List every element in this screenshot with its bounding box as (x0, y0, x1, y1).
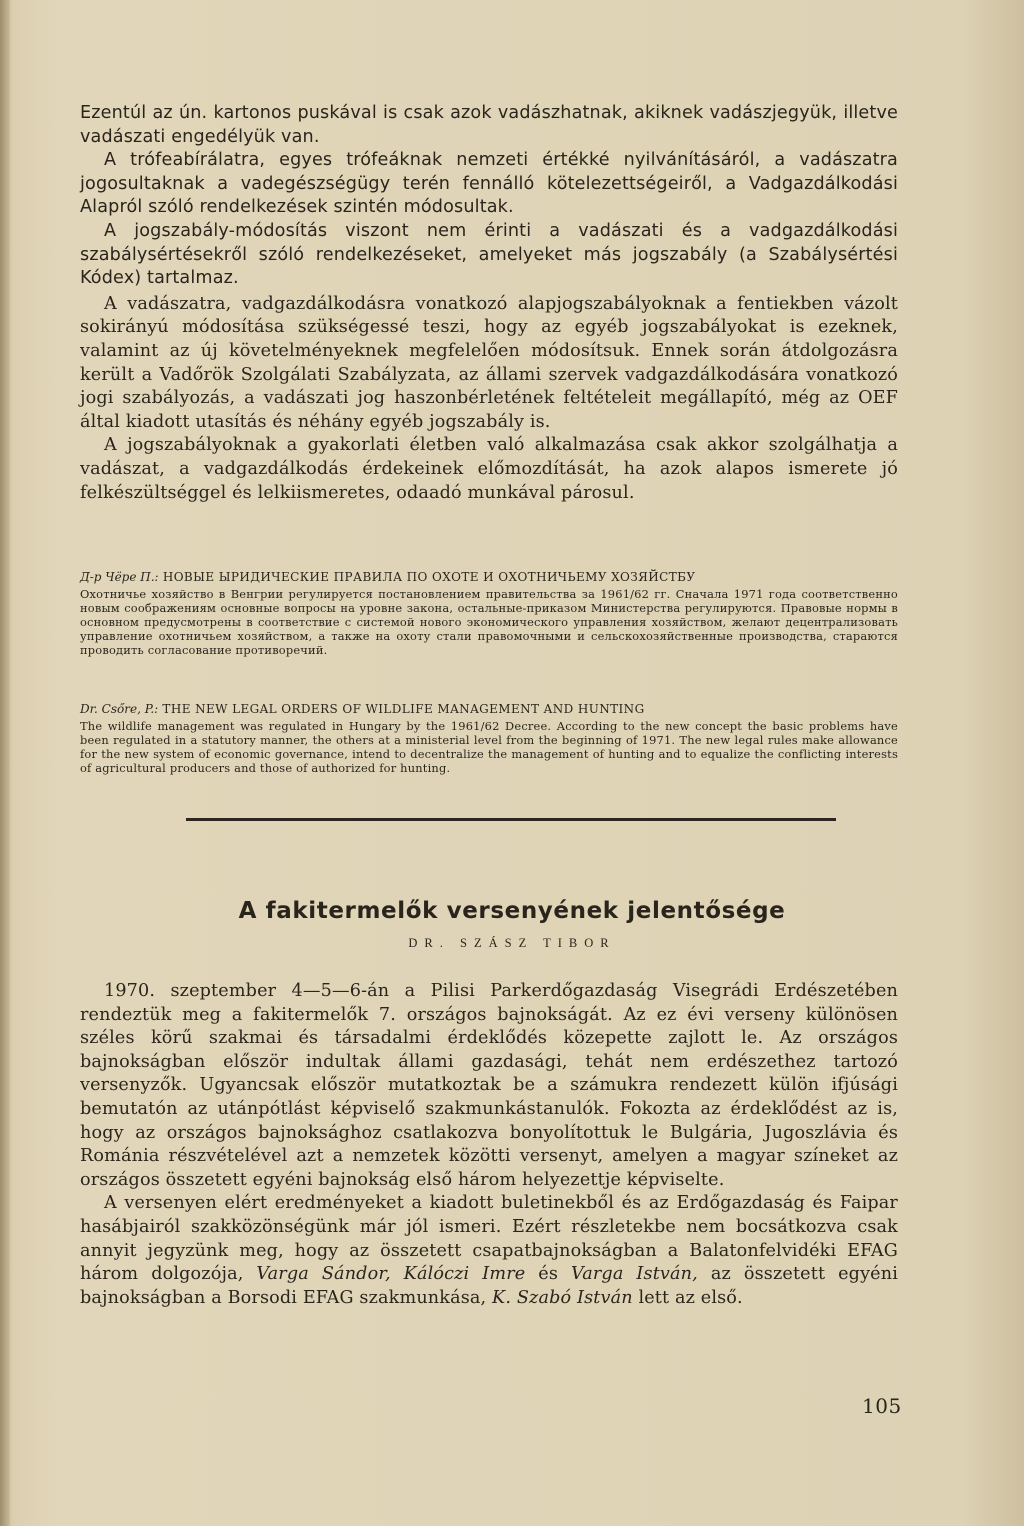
paragraph: 1970. szeptember 4—5—6-án a Pilisi Parkerdőgazdaság Visegrádi Erdészetében rendeztük meg a fakitermelők 7. országos bajnokságát. Az ez évi verseny különösen széles körű szakmai és társadalmi érdeklődés közepette zajlott le. Az országos bajnokságban először indultak állami gazdasági, tehát nem erdészethez tartozó versenyzők. Ugyancsak először mutatkoztak be a számukra rendezett külön ifjúsági bemutatón az utánpótlást képviselő szakmunkástanulók. Fokozta az érdeklődést az is, hogy az országos bajnoksághoz csatlakozva bonyolítottuk le Bulgária, Jugoszlávia és Románia részvételével azt a nemzetek közötti versenyt, amelyen a magyar színeket az országos összetett egyéni bajnokság első három helyezettje képviselte. (80, 981, 898, 1190)
summary-body: The wildlife management was regulated in Hungary by the 1961/62 Decree. According to the new concept the basic problems have been regulated in a statutory manner, the others at a ministerial level from the beginning of 1971. The new legal rules make allowance for the new system of economic governance, intend to decentralize the management of hunting and to equalize the conflicting interests of agricultural producers and those of authorized for hunting. (80, 719, 898, 775)
article-body (80, 980, 898, 1310)
summary-title: THE NEW LEGAL ORDERS OF WILDLIFE MANAGEMENT AND HUNTING (162, 702, 645, 716)
summary-title: НОВЫЕ ЫРИДИЧЕСКИЕ ПРАВИЛА ПО ОХОТЕ И ОХОТНИЧЬЕМУ ХОЗЯЙСТБУ (162, 570, 696, 584)
article-author: DR. SZÁSZ TIBOR (408, 936, 616, 950)
article-title: A fakitermelők versenyének jelentősége (238, 898, 786, 924)
paragraph: A vadászatra, vadgazdálkodásra vonatkozó alapjogszabályoknak a fentiekben vázolt sokirányú módosítása szükségessé teszi, hogy az egyéb jogszabályokat is ezeknek, valamint az új követelményeknek megfelelően módosítsuk. Ennek során átdolgozásra került a Vadőrök Szolgálati Szabályzata, az állami szervek vadgazdálkodására vonatkozó jogi szabályozás, a vadászati jog haszonbérletének feltételeit megállapító, még az OEF által kiadott utasítás és néhány egyéb jogszabály is. (80, 293, 898, 432)
person-names: K. Szabó István (492, 1287, 633, 1308)
paragraph: Ezentúl az ún. kartonos puskával is csak azok vadászhatnak, akiknek vadászjegyük, illetve vadászati engedélyük van. (80, 103, 898, 147)
page-edge-shadow (0, 0, 10, 1526)
russian-summary (80, 570, 898, 658)
text-run: és (525, 1264, 571, 1285)
paragraph (80, 1192, 898, 1310)
page-number: 105 (862, 1394, 902, 1418)
text-run: lett az első. (632, 1287, 743, 1308)
summary-body: Охотничье хозяйство в Венгрии регулируется постановлением правительства за 1961/62 гг. Сначала 1971 года соответственно новым соображениям основные вопросы на уровне закона, остальные-приказом Министерства регулируются. Правовые нормы в основном предусмотрены в соответствие с системой нового экономического управления хозяйством, желают децентрализовать управление охотничьем хозяйством, а также на охоту стали правомочными и сельскохозяйственные производства, стараются проводить согласование противоречий. (80, 587, 898, 657)
summary-heading (80, 702, 898, 717)
paragraph: A trófeabírálatra, egyes trófeáknak nemzeti értékké nyilvánításáról, a vadászatra jogosultaknak a vadegészségügy terén fennálló kötelezettségeiről, a Vadgazdálkodási Alapról szóló rendelkezések szintén módosultak. (80, 150, 898, 218)
top-article-body (80, 102, 898, 505)
summary-author: Д-р Чёре П.: (80, 570, 159, 584)
summary-author: Dr. Csőre, P.: (80, 702, 159, 716)
person-names: Varga István, (570, 1264, 698, 1285)
summary-heading (80, 570, 898, 585)
section-divider (186, 818, 836, 821)
text-run: A versenyen elért eredményeket a kiadott buletinekből és az Erdőgazdaság és Faipar hasábjairól szakközönségünk már jól ismeri. Ezért részletekbe nem bocsátkozva csak annyit jegyzünk meg, hogy az összetett csapatbajnokságban a Balatonfelvidéki EFAG három dolgozója, (80, 1193, 898, 1285)
person-names: Varga Sándor, Kálóczi Imre (256, 1264, 526, 1285)
english-summary (80, 702, 898, 776)
text-run: az összetett egyéni bajnokságban a Borsodi EFAG szakmunkása, (80, 1264, 898, 1308)
paragraph: A jogszabályoknak a gyakorlati életben való alkalmazása csak akkor szolgálhatja a vadászat, a vadgazdálkodás érdekeinek előmozdítását, ha azok alapos ismerete jó felkészültséggel és lelkiismeretes, odaadó munkával párosul. (80, 435, 898, 503)
paragraph: A jogszabály-módosítás viszont nem érinti a vadászati és a vadgazdálkodási szabálysértésekről szóló rendelkezéseket, amelyeket más jogszabály (a Szabálysértési Kódex) tartalmaz. (80, 220, 898, 289)
